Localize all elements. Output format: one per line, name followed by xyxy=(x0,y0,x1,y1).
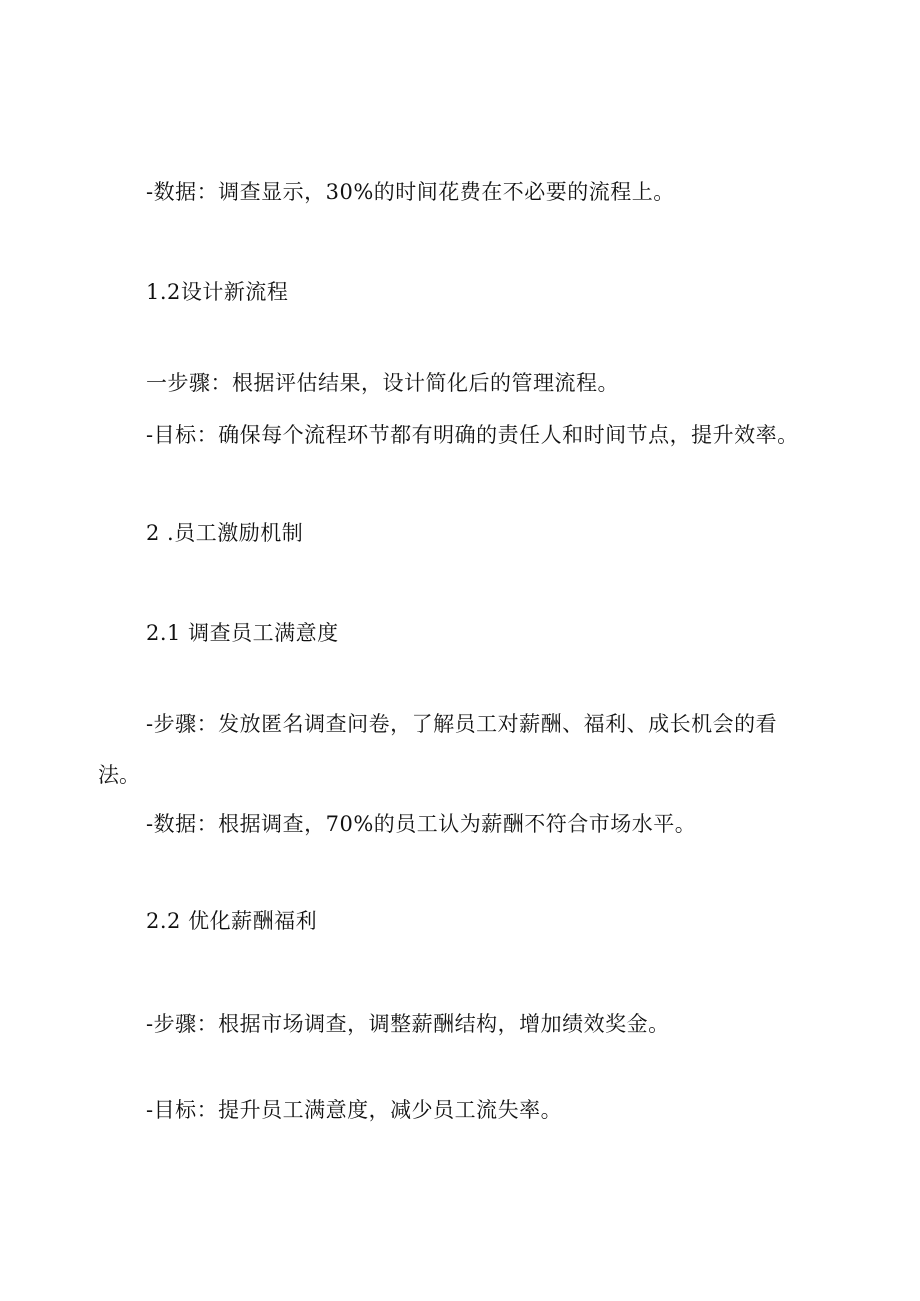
heading-2: 2 .员工激励机制 xyxy=(146,521,304,545)
goal-line-efficiency: -目标：确保每个流程环节都有明确的责任人和时间节点，提升效率。 xyxy=(146,423,799,447)
data-line-salary: -数据：根据调查，70%的员工认为薪酬不符合市场水平。 xyxy=(146,812,697,836)
heading-2-1: 2.1 调查员工满意度 xyxy=(146,621,339,645)
step-line-survey-wrap: 法。 xyxy=(98,763,140,787)
goal-line-satisfaction: -目标：提升员工满意度，减少员工流失率。 xyxy=(146,1098,563,1122)
step-line-salary-adjust: -步骤：根据市场调查，调整薪酬结构，增加绩效奖金。 xyxy=(146,1012,670,1036)
step-line-survey: -步骤：发放匿名调查问卷，了解员工对薪酬、福利、成长机会的看 xyxy=(146,712,778,736)
heading-1-2: 1.2设计新流程 xyxy=(146,280,289,304)
heading-2-2: 2.2 优化薪酬福利 xyxy=(146,909,318,933)
data-line-process-time: -数据：调查显示，30%的时间花费在不必要的流程上。 xyxy=(146,180,675,204)
step-line-design: 一步骤：根据评估结果，设计简化后的管理流程。 xyxy=(146,371,619,395)
